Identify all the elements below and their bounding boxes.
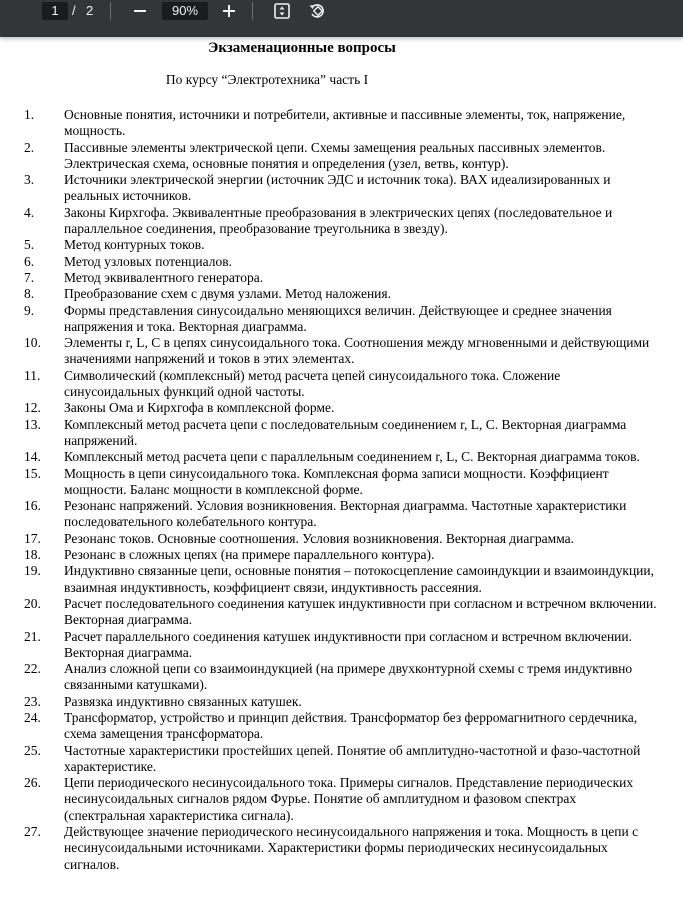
question-text: Индуктивно связанные цепи, основные понятия – потокосцепление самоиндукции и взаимоиндукции, взаимная индуктивность, коэффициент связи, индуктивность рассеяния.: [64, 563, 654, 595]
question-item: [0, 743, 683, 776]
question-text: Пассивные элементы электрической цепи. Схемы замещения реальных пассивных элементов. Электрическая схема, основные понятия и определения (узел, ветвь, контур).: [64, 139, 606, 171]
document-title: Экзаменационные вопросы: [208, 40, 396, 56]
question-item: [0, 449, 683, 465]
question-number: 12.: [24, 400, 41, 416]
question-item: [0, 286, 683, 302]
question-number: 2.: [24, 139, 35, 155]
question-item: [0, 205, 683, 238]
question-text: Комплексный метод расчета цепи с параллельным соединением r, L, C. Векторная диаграмма токов.: [64, 449, 640, 465]
question-number: 25.: [24, 742, 41, 758]
question-number: 20.: [24, 595, 41, 611]
question-item: [0, 824, 683, 873]
questions-list: [0, 107, 683, 873]
question-item: [0, 237, 683, 253]
question-item: [0, 107, 683, 140]
question-number: 14.: [24, 449, 41, 465]
page-total: 2: [86, 3, 94, 18]
question-text: Символический (комплексный) метод расчета цепей синусоидального тока. Сложение синусоидальных функций одной частоты.: [64, 367, 561, 400]
zoom-out-button[interactable]: [127, 0, 153, 22]
question-text: Элементы r, L, C в цепях синусоидального тока. Соотношения между мгновенными и действующими значениями напряжений и токов в этих элементах.: [64, 335, 650, 367]
question-item: [0, 335, 683, 368]
document-page: [0, 37, 683, 902]
zoom-in-icon: [222, 4, 236, 18]
question-text: Метод узловых потенциалов.: [64, 253, 232, 269]
question-number: 23.: [24, 693, 41, 709]
question-item: [0, 466, 683, 499]
question-text: Законы Кирхгофа. Эквивалентные преобразования в электрических цепях (последовательное и параллельное соединения, преобразование треугольника в звезду).: [64, 204, 613, 237]
question-text: Законы Ома и Кирхгофа в комплексной форме.: [64, 400, 335, 416]
question-number: 6.: [24, 253, 35, 269]
page-number-input[interactable]: 1: [42, 2, 68, 20]
question-number: 24.: [24, 709, 41, 725]
zoom-out-icon: [133, 4, 147, 18]
question-text: Развязка индуктивно связанных катушек.: [64, 693, 302, 709]
question-item: [0, 498, 683, 531]
fit-page-icon: [273, 2, 291, 20]
question-number: 4.: [24, 204, 35, 220]
question-item: [0, 368, 683, 401]
question-number: 19.: [24, 563, 41, 579]
question-item: [0, 629, 683, 662]
document-subtitle: По курсу “Электротехника” часть I: [165, 72, 369, 87]
toolbar-divider: [252, 2, 253, 20]
question-text: Трансформатор, устройство и принцип действия. Трансформатор без ферромагнитного сердечника, схема замещения трансформатора.: [64, 709, 638, 742]
question-number: 22.: [24, 661, 41, 677]
question-item: [0, 596, 683, 629]
toolbar-divider: [110, 2, 111, 20]
question-item: [0, 254, 683, 270]
question-text: Преобразование схем с двумя узлами. Метод наложения.: [64, 286, 391, 302]
question-text: Формы представления синусоидально меняющихся величин. Действующее и среднее значения напряжения и тока. Векторная диаграмма.: [64, 302, 612, 334]
rotate-icon: [308, 2, 326, 20]
question-text: Резонанс в сложных цепях (на примере параллельного контура).: [64, 547, 435, 563]
question-number: 10.: [24, 335, 41, 351]
question-number: 8.: [24, 286, 35, 302]
question-text: Метод контурных токов.: [64, 237, 205, 253]
question-item: [0, 303, 683, 336]
question-item: [0, 172, 683, 205]
question-number: 15.: [24, 465, 41, 481]
question-item: [0, 270, 683, 286]
question-item: [0, 694, 683, 710]
rotate-button[interactable]: [304, 0, 330, 22]
question-text: Источники электрической энергии (источник ЭДС и источник тока). ВАХ идеализированных и реальных источников.: [64, 172, 611, 204]
question-text: Комплексный метод расчета цепи с последовательным соединением r, L, C. Векторная диаграмма напряжений.: [64, 416, 627, 448]
question-text: Анализ сложной цепи со взаимоиндукцией (на примере двухконтурной схемы с тремя индуктивно связанными катушками).: [64, 661, 633, 693]
zoom-in-button[interactable]: [216, 0, 242, 22]
question-item: [0, 140, 683, 173]
question-item: [0, 661, 683, 694]
question-number: 27.: [24, 824, 41, 840]
question-number: 3.: [24, 172, 35, 188]
question-text: Резонанс напряжений. Условия возникновения. Векторная диаграмма. Частотные характеристики последовательного колебательного контура.: [64, 498, 627, 530]
question-number: 1.: [24, 107, 35, 122]
zoom-level-input[interactable]: 90%: [162, 2, 208, 20]
question-text: Мощность в цепи синусоидального тока. Комплексная форма записи мощности. Коэффициент мощности. Баланс мощности в комплексной форме.: [64, 465, 609, 497]
question-number: 7.: [24, 269, 35, 285]
question-number: 18.: [24, 547, 41, 563]
question-text: Действующее значение периодического несинусоидального напряжения и тока. Мощность в цепи с несинусоидальными источниками. Характеристики формы периодических несинусоидальных сигналов.: [64, 824, 639, 872]
question-item: [0, 710, 683, 743]
question-number: 5.: [24, 237, 35, 253]
question-item: [0, 563, 683, 596]
fit-page-button[interactable]: [269, 0, 295, 22]
question-item: [0, 531, 683, 547]
question-number: 11.: [24, 367, 41, 383]
question-text: Частотные характеристики простейших цепей. Понятие об амплитудно-частотной и фазо-частотной характеристике.: [64, 742, 641, 774]
question-text: Расчет последовательного соединения катушек индуктивности при согласном и встречном включении. Векторная диаграмма.: [64, 595, 657, 628]
question-text: Метод эквивалентного генератора.: [64, 269, 264, 285]
pdf-toolbar: [0, 0, 683, 37]
question-text: Резонанс токов. Основные соотношения. Условия возникновения. Векторная диаграмма.: [64, 530, 575, 546]
question-item: [0, 547, 683, 563]
page-separator: /: [72, 3, 76, 18]
question-text: Основные понятия, источники и потребители, активные и пассивные элементы, ток, напряжение, мощность.: [64, 107, 626, 139]
question-number: 21.: [24, 628, 41, 644]
question-item: [0, 400, 683, 416]
question-number: 17.: [24, 530, 41, 546]
question-item: [0, 417, 683, 450]
question-number: 26.: [24, 775, 41, 791]
question-number: 9.: [24, 302, 35, 318]
question-number: 16.: [24, 498, 41, 514]
question-item: [0, 775, 683, 824]
question-number: 13.: [24, 416, 41, 432]
question-text: Цепи периодического несинусоидального тока. Примеры сигналов. Представление периодических несинусоидальных сигналов рядом Фурье. Понятие об амплитудном и фазовом спектрах (спектральная характеристика сигнала).: [64, 775, 634, 823]
question-text: Расчет параллельного соединения катушек индуктивности при согласном и встречном включении. Векторная диаграмма.: [64, 628, 632, 660]
